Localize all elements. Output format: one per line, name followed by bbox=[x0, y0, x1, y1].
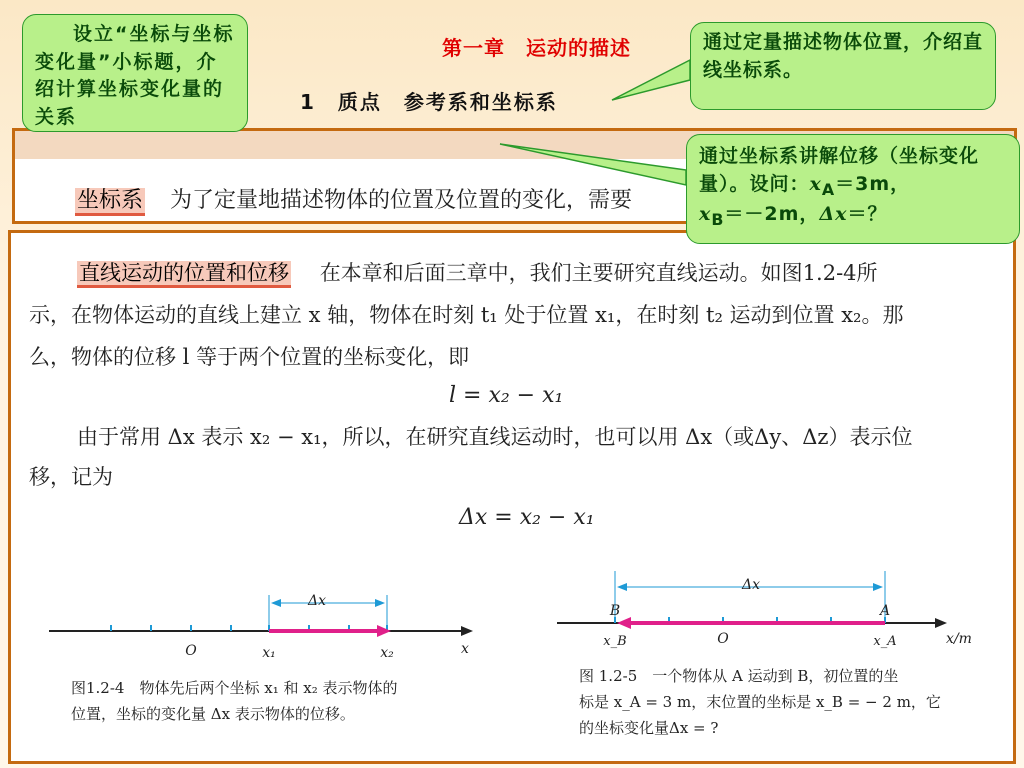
fig2-xb-label: x_B bbox=[603, 634, 627, 649]
fig1-axis-label: x bbox=[461, 641, 469, 657]
fig2-delta-label: Δx bbox=[741, 577, 761, 593]
fig1-x2-label: x₂ bbox=[380, 645, 394, 661]
fig2-b-label: B bbox=[609, 603, 621, 619]
callout-question: ＝？ bbox=[847, 203, 888, 226]
fig1-caption-line2: 位置，坐标的变化量 Δx 表示物体的位移。 bbox=[71, 705, 355, 723]
callout-dx: Δx bbox=[819, 203, 848, 226]
fig2-origin-label: O bbox=[717, 631, 729, 647]
fig2-axis-label: x/m bbox=[946, 631, 972, 647]
annotation-callout-right-mid bbox=[686, 134, 1020, 244]
callout-mid-prefix: 通过坐标系讲解位移（坐标变化量）。设问： bbox=[699, 145, 980, 195]
chapter-title: 第一章 运动的描述 bbox=[442, 36, 631, 60]
linear-motion-tag: 直线运动的位置和位移 bbox=[77, 261, 291, 288]
fig2-xa-label: x_A bbox=[873, 634, 897, 649]
callout-xb-value: ＝－2m， bbox=[724, 203, 820, 226]
equation-1: l = x₂ − x₁ bbox=[449, 383, 564, 408]
paragraph-2-line-2: 移，记为 bbox=[29, 465, 113, 489]
coordinate-system-text: 为了定量地描述物体的位置及位置的变化，需要 bbox=[170, 188, 633, 213]
p1-line1-text: 在本章和后面三章中，我们主要研究直线运动。如图1.2-4所 bbox=[319, 261, 878, 285]
annotation-callout-left: 设立“坐标与坐标变化量”小标题，介绍计算坐标变化量的关系 bbox=[22, 14, 248, 132]
fig2-caption-line2: 标是 x_A = 3 m，末位置的坐标是 x_B = − 2 m，它 bbox=[579, 693, 941, 711]
callout-xb-sub: B bbox=[711, 210, 725, 230]
paragraph-2-line-1: 由于常用 Δx 表示 x₂ − x₁，所以，在研究直线运动时，也可以用 Δx（或Δy、Δz）表示位 bbox=[77, 425, 913, 449]
paragraph-1-line-2: 示，在物体运动的直线上建立 x 轴，物体在时刻 t₁ 处于位置 x₁，在时刻 t₂ 运动到位置 x₂。那 bbox=[29, 303, 904, 327]
equation-2: Δx = x₂ − x₁ bbox=[459, 505, 595, 530]
paragraph-1-line-3: 么，物体的位移 l 等于两个位置的坐标变化，即 bbox=[29, 345, 470, 369]
fig1-x1-label: x₁ bbox=[262, 645, 276, 661]
callout-xb: x bbox=[699, 203, 712, 226]
annotation-callout-right-top: 通过定量描述物体位置，介绍直线坐标系。 bbox=[690, 22, 996, 110]
fig2-a-label: A bbox=[879, 603, 891, 619]
fig2-caption-line1: 图 1.2-5 一个物体从 A 运动到 B，初位置的坐 bbox=[579, 667, 899, 685]
fig1-origin-label: O bbox=[185, 643, 197, 659]
callout-xa-value: ＝3m， bbox=[835, 172, 911, 195]
coordinate-system-tag: 坐标系 bbox=[75, 188, 145, 216]
fig1-caption-line1: 图1.2-4 物体先后两个坐标 x₁ 和 x₂ 表示物体的 bbox=[71, 679, 398, 697]
callout-xa-sub: A bbox=[821, 179, 836, 199]
callout-xa: x bbox=[809, 172, 822, 195]
fig1-delta-label: Δx bbox=[307, 593, 327, 609]
section-title: 1 质点 参考系和坐标系 bbox=[300, 90, 558, 114]
fig2-caption-line3: 的坐标变化量Δx = ? bbox=[579, 719, 719, 737]
